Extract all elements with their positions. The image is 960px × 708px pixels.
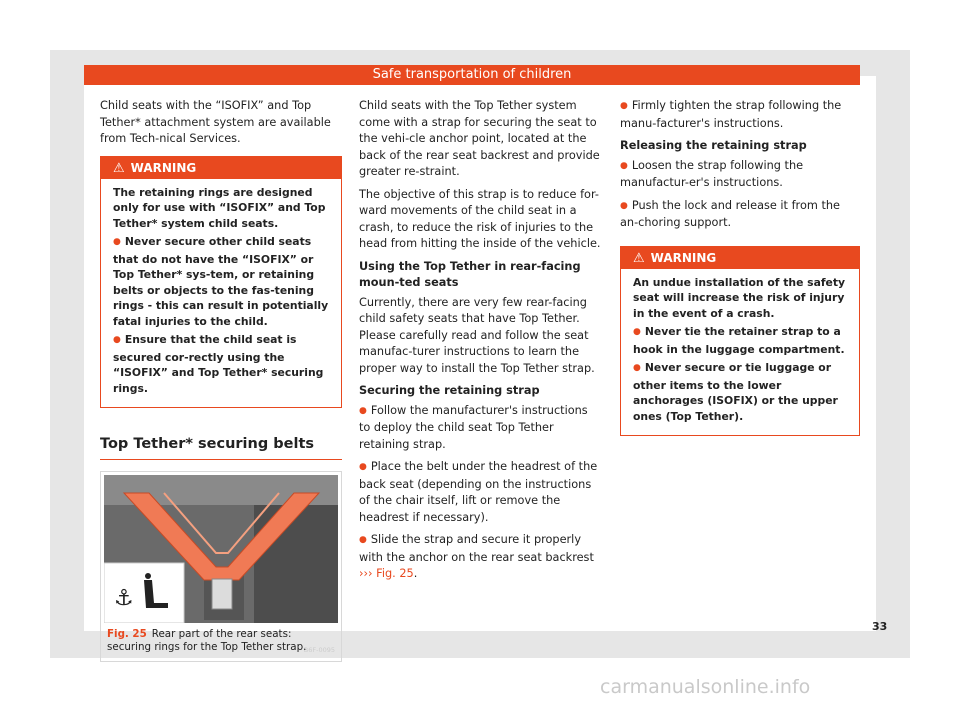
figure-code: B6F-0095 [303, 646, 335, 654]
paragraph: The objective of this strap is to reduce for-ward movements of the child seat in a crash, to reduce the risk of injuries to the head from hitting the inside of the vehicle. [359, 187, 601, 250]
figure-ref-link[interactable]: Fig. 25 [376, 567, 414, 580]
list-item: ● Place the belt under the headrest of the back seat (depending on the instructions of the chair itself, lift or remove the headrest if necessary). [359, 459, 601, 526]
warning-body [621, 269, 859, 436]
page-number: 33 [872, 620, 888, 633]
column-1 [100, 98, 342, 662]
figure-image [104, 475, 338, 623]
subheading: Releasing the retaining strap [620, 139, 807, 152]
section-title: Top Tether* securing belts [100, 436, 342, 460]
warning-title: WARNING [650, 250, 717, 265]
section-header: Safe transportation of children [84, 65, 860, 85]
warning-icon: ⚠ [113, 160, 125, 176]
figure-25 [100, 471, 342, 662]
list-item: ● Push the lock and release it from the an-choring support. [620, 198, 860, 232]
warning-item: ● Never secure other child seats that do not have the “ISOFIX” or Top Tether* sys-tem, or retaining belts or objects to the fas-tening rings - this can result in potentially fatal injuries to the child. [113, 234, 331, 329]
paragraph: Currently, there are very few rear-facing child safety seats that have Top Tether. Please carefully read and follow the seat manufac-turer instructions to learn the proper way to install the Top Tether strap. [359, 295, 595, 375]
intro-paragraph: Child seats with the “ISOFIX” and Top Tether* attachment system are available from Tech-nical Services. [100, 99, 331, 145]
watermark: carmanualsonline.info [600, 676, 811, 698]
warning-box-1 [100, 156, 342, 409]
warning-title: WARNING [130, 160, 197, 175]
list-item-text: Slide the strap and secure it properly with the anchor on the rear seat backrest [359, 533, 594, 564]
warning-item: ● Ensure that the child seat is secured cor-rectly using the “ISOFIX” and Top Tether* securing rings. [113, 332, 331, 396]
warning-header [621, 247, 859, 269]
figure-caption [107, 628, 335, 655]
warning-item: ● Never tie the retainer strap to a hook in the luggage compartment. [633, 324, 849, 357]
svg-text:⚓: ⚓ [114, 585, 134, 611]
rear-seat-illustration [104, 475, 338, 623]
figure-label: Fig. 25 [107, 627, 147, 640]
warning-item: ● Never secure or tie luggage or other items to the lower anchorages (ISOFIX) or the upper ones (Top Tether). [633, 360, 849, 424]
list-item [359, 532, 601, 583]
warning-icon: ⚠ [633, 250, 645, 266]
warning-body [101, 179, 341, 408]
list-item: ● Follow the manufacturer's instructions to deploy the child seat Top Tether retaining strap. [359, 403, 601, 454]
list-item: ● Loosen the strap following the manufactur-er's instructions. [620, 158, 860, 192]
warning-box-2 [620, 246, 860, 437]
subheading: Using the Top Tether in rear-facing moun-ted seats [359, 259, 581, 289]
paragraph: Child seats with the Top Tether system come with a strap for securing the seat to the vehi-cle anchor point, located at the back of the rear seat backrest and provide greater re-straint. [359, 99, 600, 178]
subheading: Securing the retaining strap [359, 384, 540, 397]
ref-end: . [413, 567, 418, 580]
column-2 [359, 98, 601, 589]
list-item: ● Firmly tighten the strap following the manu-facturer's instructions. [620, 98, 860, 132]
warning-lead: An undue installation of the safety seat will increase the risk of injury in the event of a crash. [633, 275, 846, 320]
warning-header [101, 157, 341, 179]
figure-caption-text: Rear part of the rear seats: securing rings for the Top Tether strap. [107, 627, 307, 653]
column-3 [620, 98, 860, 436]
figure-ref-arrow: ››› [359, 567, 373, 580]
warning-lead: The retaining rings are designed only for use with “ISOFIX” and Top Tether* system child seats. [113, 185, 326, 230]
